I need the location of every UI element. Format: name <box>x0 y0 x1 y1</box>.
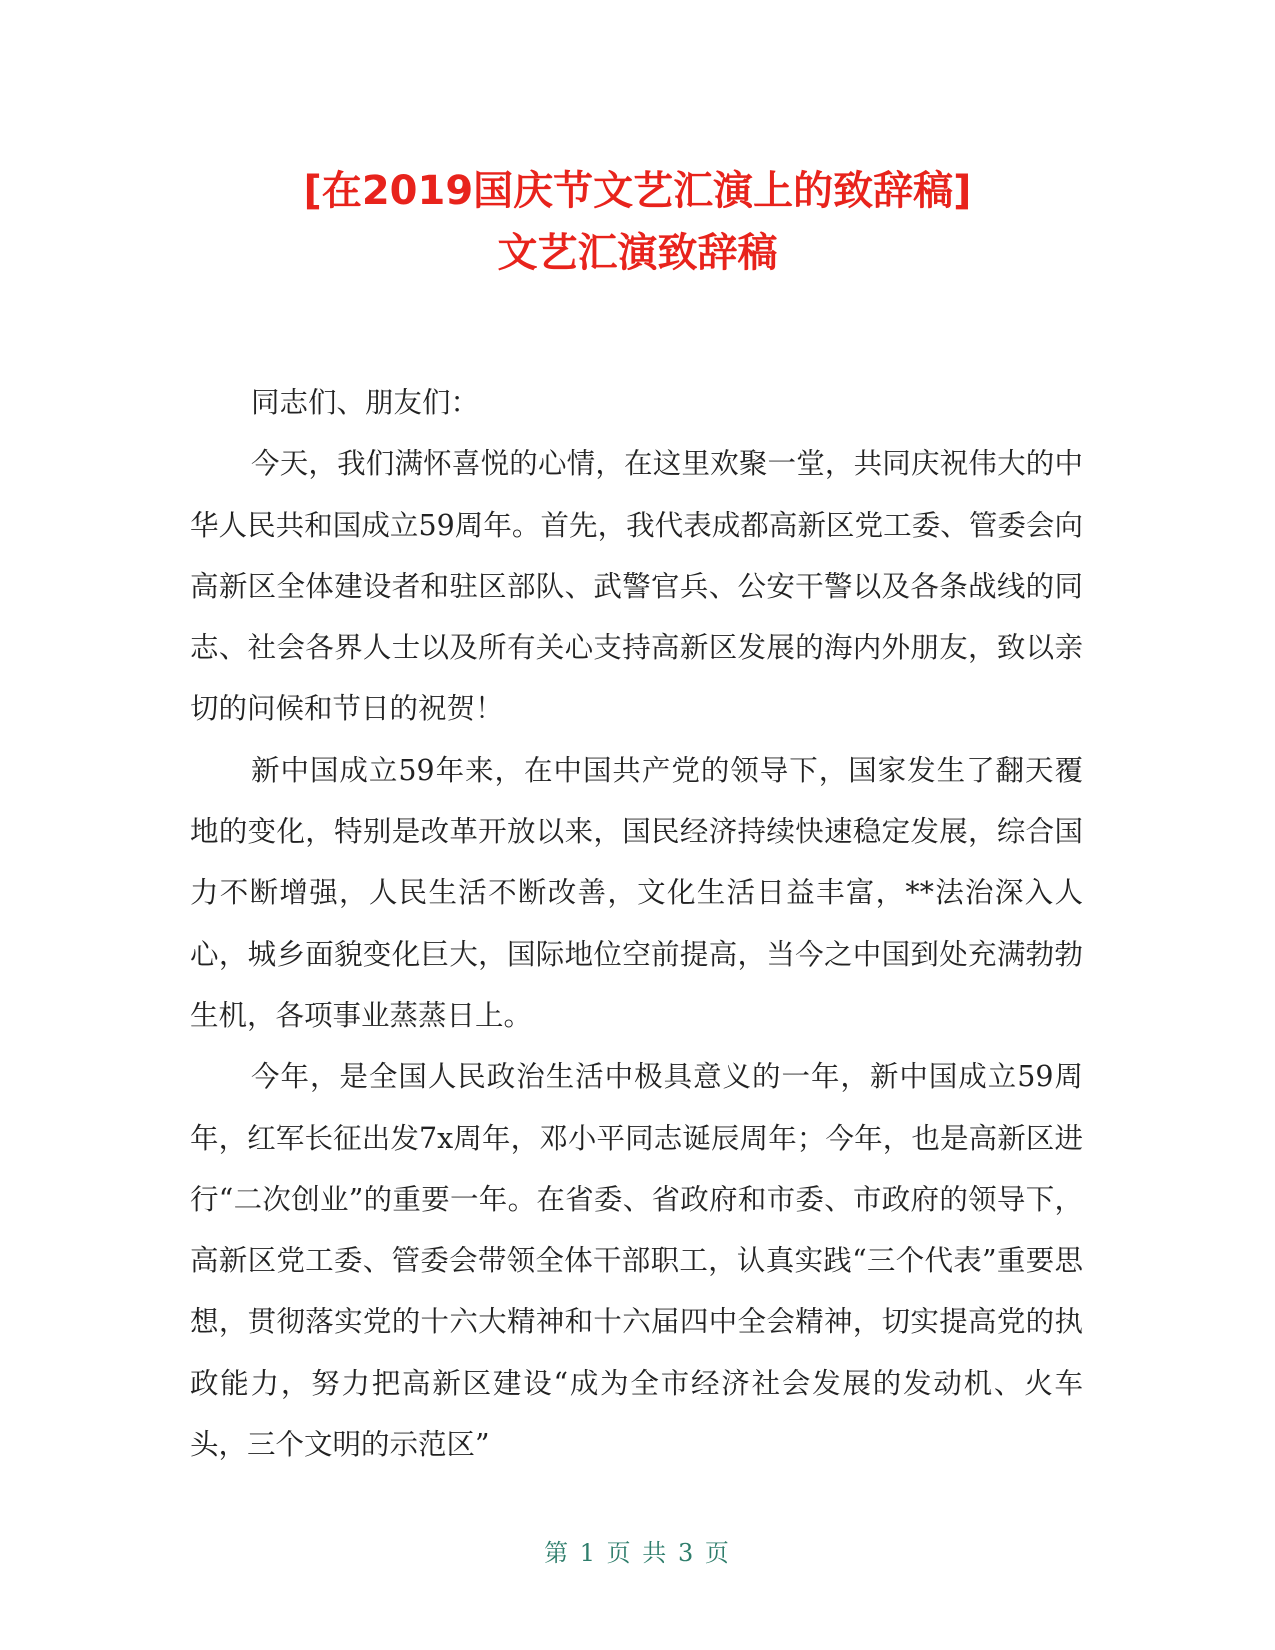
paragraph-achievements: 新中国成立59年来，在中国共产党的领导下，国家发生了翻天覆地的变化，特别是改革开放以来，国民经济持续快速稳定发展，综合国力不断增强，人民生活不断改善，文化生活日益丰富，**法治深入人心，城乡面貌变化巨大，国际地位空前提高，当今之中国到处充满勃勃生机，各项事业蒸蒸日上。 <box>190 753 1083 1032</box>
paragraph-this-year: 今年，是全国人民政治生活中极具意义的一年，新中国成立59周年，红军长征出发7x周年，邓小平同志诞辰周年；今年，也是高新区进行“二次创业”的重要一年。在省委、省政府和市委、市政府的领导下，高新区党工委、管委会带领全体干部职工，认真实践“三个代表”重要思想，贯彻落实党的十六大精神和十六届四中全会精神，切实提高党的执政能力，努力把高新区建设“成为全市经济社会发展的发动机、火车头，三个文明的示范区” <box>190 1060 1083 1462</box>
paragraph-greeting: 今天，我们满怀喜悦的心情，在这里欢聚一堂，共同庆祝伟大的中华人民共和国成立59周年。首先，我代表成都高新区党工委、管委会向高新区全体建设者和驻区部队、武警官兵、公安干警以及各条战线的同志、社会各界人士以及所有关心支持高新区发展的海内外朋友，致以亲切的问候和节日的祝贺！ <box>190 447 1083 726</box>
document-body <box>190 372 1083 1475</box>
title-line-1: [在2019国庆节文艺汇演上的致辞稿] <box>303 168 972 214</box>
paragraph-salutation: 同志们、朋友们： <box>251 386 480 419</box>
title-line-2: 文艺汇演致辞稿 <box>497 230 778 276</box>
page-number-footer: 第 1 页 共 3 页 <box>544 1539 731 1567</box>
document-title <box>0 160 1275 284</box>
